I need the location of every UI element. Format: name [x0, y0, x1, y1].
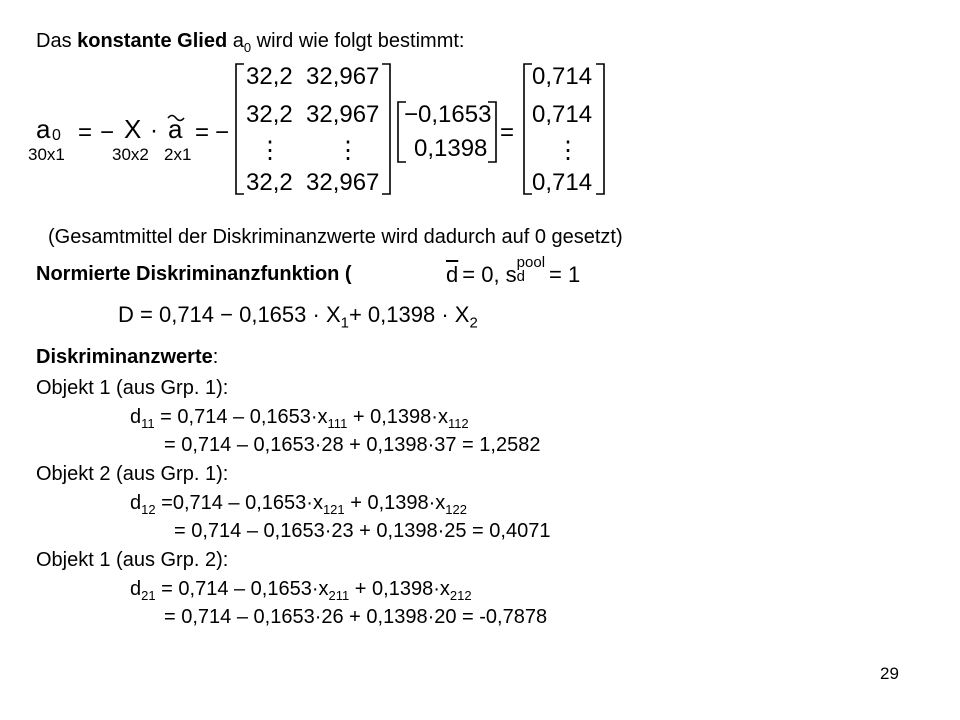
note-line: (Gesamtmittel der Diskriminanzwerte wird dadurch auf 0 gesetzt)	[48, 226, 623, 248]
obj3-l1b: + 0,1398·x	[349, 578, 450, 600]
werte-colon: :	[212, 346, 219, 368]
intro-prefix: Das	[36, 30, 78, 52]
obj1-line1	[130, 406, 469, 429]
lhs-a: a	[36, 114, 51, 144]
eq-one: = 1	[549, 262, 581, 287]
result-left-bracket	[524, 64, 532, 194]
page-number: 29	[880, 664, 899, 683]
obj3-line1	[130, 578, 472, 601]
D-symbol: D	[118, 302, 134, 327]
eq-sign-3: =	[500, 119, 515, 146]
eq-sign-1: =	[78, 119, 93, 146]
werte-title-bold: Diskriminanzwerte	[36, 346, 213, 368]
obj3-dsub: 21	[141, 588, 156, 603]
res-r0: 0,714	[532, 63, 593, 90]
res-r1: 0,714	[532, 101, 593, 128]
intro-line	[36, 30, 464, 53]
obj2-l1a: =0,714 – 0,1653·x	[155, 492, 323, 514]
a-tilde: a	[168, 114, 183, 144]
lhs-dim: 30x1	[28, 145, 65, 164]
res-r2: ⋮	[556, 137, 580, 164]
eq-zero-s: = 0, s	[462, 262, 517, 287]
s-scripts	[516, 254, 546, 286]
intro-suffix: wird wie folgt bestimmt:	[251, 30, 465, 52]
obj3-label: Objekt 1 (aus Grp. 2):	[36, 549, 229, 571]
obj3-l1a: = 0,714 – 0,1653·x	[155, 578, 329, 600]
x1-sub: 1	[340, 314, 349, 332]
s-sup: pool	[516, 254, 546, 272]
normierte-label: Normierte Diskriminanzfunktion (	[36, 263, 352, 285]
intro-bold: konstante Glied	[77, 30, 228, 52]
obj1-s1: 111	[327, 416, 348, 431]
obj3-line2: = 0,714 – 0,1653·26 + 0,1398·20 = -0,7878	[164, 606, 548, 628]
mx-r2c0: ⋮	[258, 137, 282, 164]
intro-sub: 0	[243, 40, 252, 55]
res-r3: 0,714	[532, 169, 593, 196]
d-eq: = 0,714 − 0,1653 · X	[140, 302, 341, 327]
d-plus: + 0,1398 · X	[348, 302, 470, 327]
mx-r3c0: 32,2	[246, 169, 293, 196]
obj1-label: Objekt 1 (aus Grp. 1):	[36, 377, 229, 399]
a-tilde-dim: 2x1	[164, 145, 192, 164]
obj2-s1: 121	[322, 502, 345, 517]
dot-sign: ·	[150, 117, 158, 144]
mx-r1c1: 32,967	[306, 101, 380, 128]
obj1-dsub: 11	[141, 416, 155, 431]
eq-sign-2: =	[195, 119, 210, 146]
mx-r1c0: 32,2	[246, 101, 293, 128]
obj2-s2: 122	[445, 502, 467, 517]
normierte-formula	[446, 254, 581, 288]
va-r1: 0,1398	[414, 135, 488, 162]
mx-r0c1: 32,967	[306, 63, 380, 90]
matrix-X-left-bracket	[236, 64, 244, 194]
obj2-l1b: + 0,1398·x	[344, 492, 446, 514]
werte-title	[36, 346, 218, 369]
lhs-a-sub: 0	[52, 127, 61, 144]
obj2-line2: = 0,714 – 0,1653·23 + 0,1398·25 = 0,4071	[174, 520, 551, 542]
obj1-line2: = 0,714 – 0,1653·28 + 0,1398·37 = 1,2582	[164, 434, 541, 456]
minus-sign-1: −	[100, 119, 115, 146]
d-function	[118, 302, 478, 332]
va-r0: −0,1653	[404, 101, 492, 128]
X-dim: 30x2	[112, 145, 149, 164]
obj1-l1a: = 0,714 – 0,1653·x	[154, 406, 328, 428]
x2-sub: 2	[469, 314, 478, 332]
mx-r3c1: 32,967	[306, 169, 380, 196]
obj2-d: d	[130, 492, 142, 514]
obj2-dsub: 12	[141, 502, 156, 517]
X-symbol: X	[124, 114, 142, 144]
matrix-equation	[0, 58, 960, 208]
result-right-bracket	[596, 64, 604, 194]
minus-sign-2: −	[215, 119, 230, 146]
obj1-d: d	[130, 406, 142, 428]
obj2-label: Objekt 2 (aus Grp. 1):	[36, 463, 229, 485]
obj3-d: d	[130, 578, 142, 600]
obj1-s2: 112	[447, 416, 469, 431]
obj1-l1b: + 0,1398·x	[347, 406, 448, 428]
intro-var: a	[227, 30, 244, 52]
matrix-X-right-bracket	[382, 64, 390, 194]
mx-r2c1: ⋮	[336, 137, 360, 164]
obj2-line1	[130, 492, 467, 515]
s-sub: d	[516, 268, 526, 286]
obj3-s1: 211	[328, 588, 350, 603]
mx-r0c0: 32,2	[246, 63, 293, 90]
d-bar: $\overline{d}$	[446, 262, 459, 287]
obj3-s2: 212	[449, 588, 472, 603]
